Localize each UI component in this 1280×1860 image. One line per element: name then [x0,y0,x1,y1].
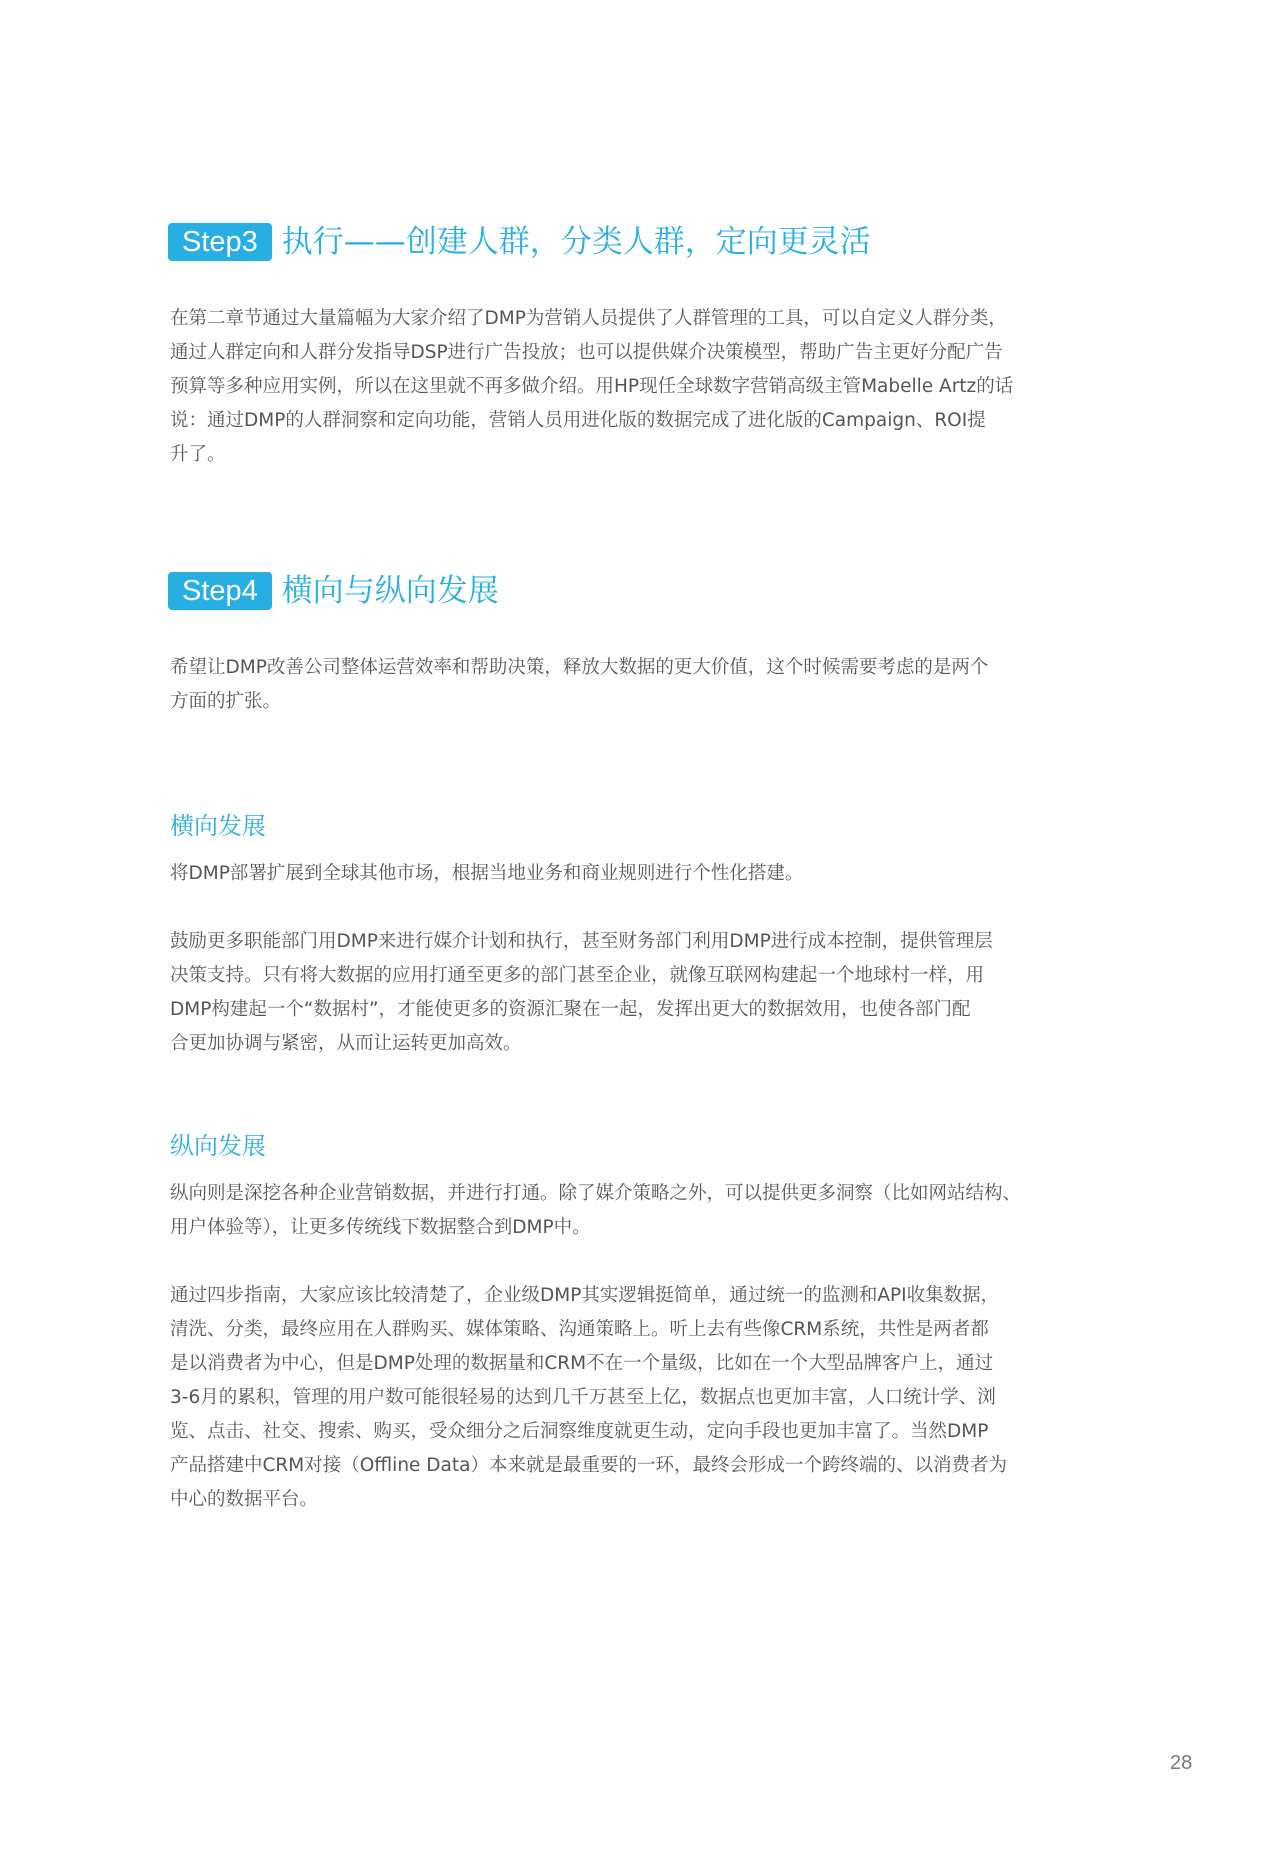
step3-badge: Step3 [168,223,272,261]
text-line: 希望让DMP改善公司整体运营效率和帮助决策，释放大数据的更大价值，这个时候需要考虑的是两个 [170,657,989,678]
text-line: 中心的数据平台。 [170,1489,319,1510]
text-line: 清洗、分类，最终应用在人群购买、媒体策略、沟通策略上。听上去有些像CRM系统，共性是两者都 [170,1319,989,1340]
text-line: 升了。 [170,444,226,465]
text-line: 用户体验等），让更多传统线下数据整合到DMP中。 [170,1217,591,1238]
vertical-paragraph-2 [170,1279,1130,1517]
text-line: 纵向则是深挖各种企业营销数据，并进行打通。除了媒介策略之外，可以提供更多洞察（比如网站结构、 [170,1183,1022,1204]
text-line: 览、点击、社交、搜索、购买，受众细分之后洞察维度就更生动，定向手段也更加丰富了。当然DMP [170,1421,989,1442]
horizontal-title: 横向发展 [170,812,266,840]
step4-intro [170,651,1130,719]
text-line: 3-6月的累积，管理的用户数可能很轻易的达到几千万甚至上亿，数据点也更加丰富，人口统计学、浏 [170,1387,996,1408]
text-line: DMP构建起一个“数据村”，才能使更多的资源汇聚在一起，发挥出更大的数据效用，也使各部门配 [170,999,971,1020]
vertical-paragraph-1 [170,1177,1130,1245]
text-line: 通过人群定向和人群分发指导DSP进行广告投放；也可以提供媒介决策模型，帮助广告主更好分配广告 [170,342,1003,363]
text-line: 将DMP部署扩展到全球其他市场，根据当地业务和商业规则进行个性化搭建。 [170,863,804,884]
step4-badge: Step4 [168,572,272,610]
step4-title: 横向与纵向发展 [281,573,499,609]
text-line: 决策支持。只有将大数据的应用打通至更多的部门甚至企业，就像互联网构建起一个地球村一样，用 [170,965,985,986]
text-line: 合更加协调与紧密，从而让运转更加高效。 [170,1033,522,1054]
text-line: 鼓励更多职能部门用DMP来进行媒介计划和执行，甚至财务部门利用DMP进行成本控制，提供管理层 [170,931,993,952]
text-line: 方面的扩张。 [170,691,282,712]
text-line: 通过四步指南，大家应该比较清楚了，企业级DMP其实逻辑挺简单，通过统一的监测和API收集数据， [170,1285,1000,1306]
text-line: 说：通过DMP的人群洞察和定向功能，营销人员用进化版的数据完成了进化版的Campaign、ROI提 [170,410,986,431]
page-number: 28 [1170,1752,1193,1774]
text-line: 产品搭建中CRM对接（Offline Data）本来就是最重要的一环，最终会形成一个跨终端的、以消费者为 [170,1455,1007,1476]
step3-paragraph [170,302,1130,472]
horizontal-paragraph-2 [170,925,1130,1061]
step3-title: 执行——创建人群，分类人群，定向更灵活 [281,224,871,260]
text-line: 预算等多种应用实例，所以在这里就不再多做介绍。用HP现任全球数字营销高级主管Mabelle Artz的话 [170,376,1014,397]
text-line: 在第二章节通过大量篇幅为大家介绍了DMP为营销人员提供了人群管理的工具，可以自定义人群分类， [170,308,1007,329]
horizontal-paragraph-1 [170,857,1130,891]
step3-heading [168,222,871,262]
step4-heading [168,571,499,611]
vertical-title: 纵向发展 [170,1132,266,1160]
text-line: 是以消费者为中心，但是DMP处理的数据量和CRM不在一个量级，比如在一个大型品牌客户上，通过 [170,1353,994,1374]
